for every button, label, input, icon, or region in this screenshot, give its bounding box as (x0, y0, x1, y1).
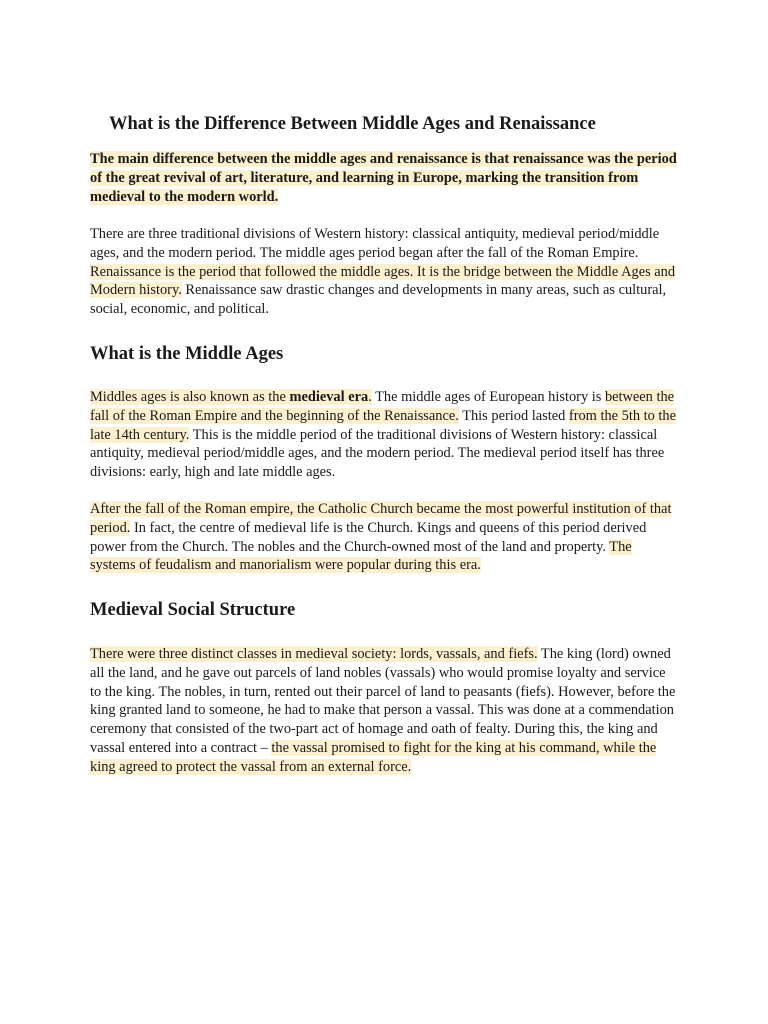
middle-ages-paragraph-1 (90, 388, 680, 482)
middle-ages-known-text: Middles ages is also known as the (90, 389, 290, 405)
intro-text-2: Renaissance saw drastic changes and developments in many areas, such as cultural, social, economic, and political. (90, 282, 667, 318)
church-text: In fact, the centre of medieval life is the Church. Kings and queens of this period derived power from the Church. The nobles and the Church-owned most of the land and property. (90, 519, 647, 555)
highlight-century-range: from the 5th to the late 14th century. (90, 407, 677, 443)
highlight-feudalism: The systems of feudalism and manorialism were popular during this era. (90, 538, 632, 574)
social-structure-text: The king (lord) owned all the land, and he gave out parcels of land nobles (vassals) who would promise loyalty and service to the king. The nobles, in turn, rented out their parcel of land to peasants (fiefs). However, before the king granted land to someone, he had to make that person a vassal. This was done at a commendation ceremony that consisted of the two-part act of homage and oath of fealty. During this, the king and vassal entered into a contract – (90, 646, 676, 756)
highlight-also-known (90, 389, 372, 405)
highlight-between-fall: between the fall of the Roman Empire and the beginning of the Renaissance. (90, 389, 675, 424)
page-title: What is the Difference Between Middle Ages and Renaissance (109, 114, 596, 134)
middle-ages-text-3: This is the middle period of the traditional divisions of Western history: classical antiquity, medieval period/middle ages, and the modern period. The medieval period itself has three divisions: early, high and late middle ages. (90, 426, 665, 481)
heading-social-structure: Medieval Social Structure (90, 600, 296, 620)
social-structure-paragraph (90, 645, 680, 777)
middle-ages-paragraph-2 (90, 500, 680, 575)
intro-paragraph (90, 225, 680, 319)
middle-ages-known-end: . (368, 389, 372, 405)
highlight-three-classes: There were three distinct classes in medieval society: lords, vassals, and fiefs. (90, 646, 538, 662)
highlight-catholic-church: After the fall of the Roman empire, the Catholic Church became the most powerful institution of that period. (90, 501, 672, 536)
heading-middle-ages: What is the Middle Ages (90, 344, 284, 364)
summary-paragraph (90, 150, 680, 206)
highlight-summary: The main difference between the middle ages and renaissance is that renaissance was the period of the great revival of art, literature, and learning in Europe, marking the transition from medieval to the modern world. (90, 151, 677, 205)
medieval-era-bold: medieval era (289, 389, 369, 405)
intro-text-1: There are three traditional divisions of Western history: classical antiquity, medieval period/middle ages, and the modern period. The middle ages period began after the fall of the Roman Empire. (90, 226, 660, 261)
highlight-vassal-promise: the vassal promised to fight for the king at his command, while the king agreed to protect the vassal from an external force. (90, 739, 657, 775)
middle-ages-text-1: The middle ages of European history is (371, 389, 605, 405)
middle-ages-text-2: This period lasted (458, 407, 569, 424)
highlight-renaissance-bridge: Renaissance is the period that followed the middle ages. It is the bridge between the Middle Ages and Modern history. (90, 263, 676, 299)
